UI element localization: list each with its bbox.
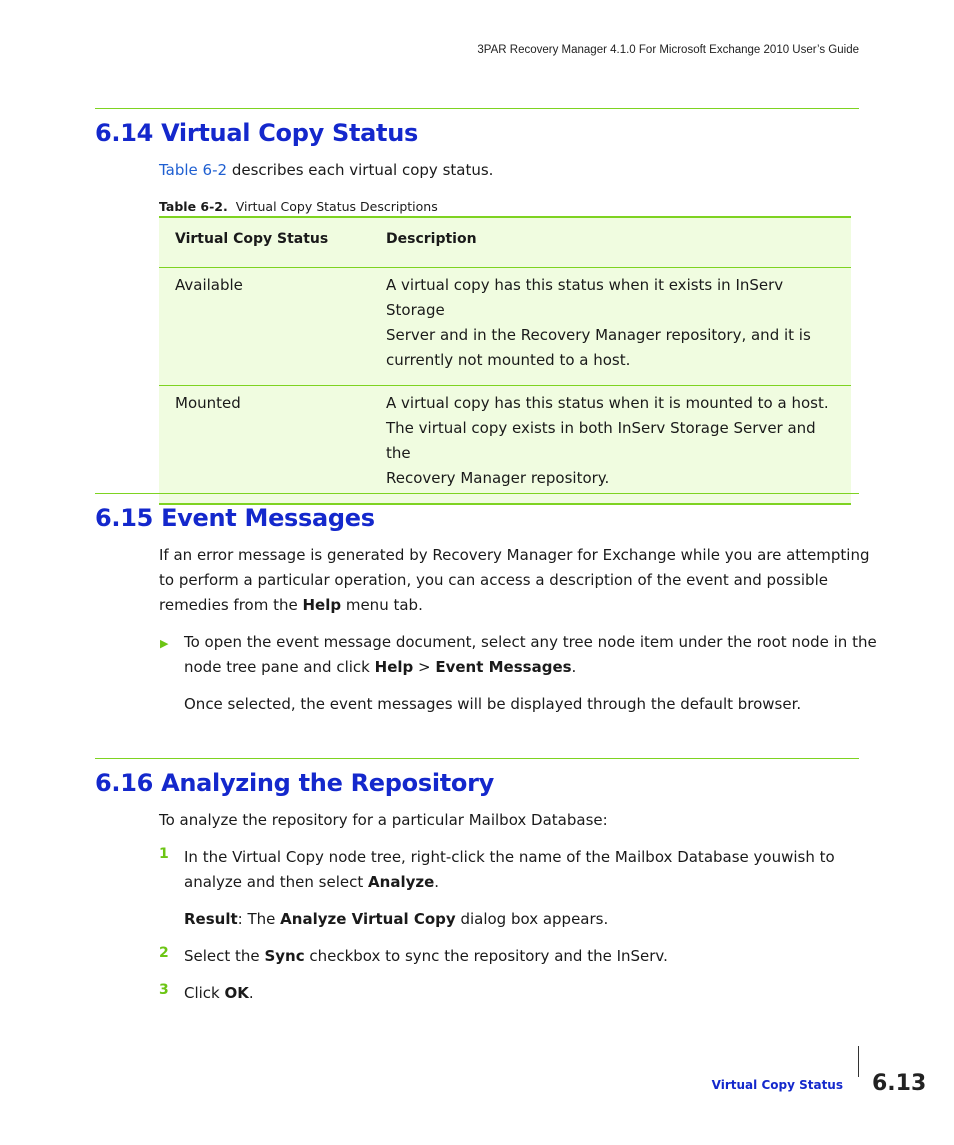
paragraph-line: to perform a particular operation, you can access a description of the event and possible (159, 571, 828, 589)
bullet-note: Once selected, the event messages will be displayed through the default browser. (184, 695, 802, 713)
description-line: Server and in the Recovery Manager repository, and it is (386, 326, 811, 344)
description-cell (370, 386, 851, 505)
status-cell: Available (175, 276, 243, 294)
description-line: A virtual copy has this status when it is mounted to a host. (386, 394, 829, 412)
caption-text: Virtual Copy Status Descriptions (235, 199, 438, 214)
section-intro (159, 158, 493, 183)
step-1 (184, 845, 835, 895)
footer-divider (858, 1046, 859, 1077)
table-caption (159, 199, 438, 214)
description-cell (370, 268, 851, 386)
description-line: Recovery Manager repository. (386, 469, 610, 487)
virtual-copy-status-table (159, 216, 851, 505)
step-line (184, 870, 835, 895)
table-header-row (159, 217, 851, 268)
step-line: In the Virtual Copy node tree, right-click the name of the Mailbox Database youwish to (184, 848, 835, 866)
section-divider (95, 758, 859, 759)
caption-label: Table 6-2. (159, 199, 228, 214)
step-result (184, 907, 608, 932)
intro-text: describes each virtual copy status. (227, 161, 494, 179)
bullet-item (184, 630, 877, 680)
header-status: Virtual Copy Status (175, 231, 329, 247)
bullet-arrow-icon: ▶ (160, 637, 169, 650)
help-menu-ref: Help (374, 658, 414, 676)
description-line: currently not mounted to a host. (386, 351, 631, 369)
page-number: 6.13 (872, 1071, 927, 1096)
section-divider (95, 108, 859, 109)
section-intro: To analyze the repository for a particular Mailbox Database: (159, 811, 608, 829)
table-row (159, 386, 851, 505)
section-title-6-15: 6.15 Event Messages (95, 504, 375, 532)
text: > (413, 658, 436, 676)
step-2 (184, 944, 668, 969)
table-reference-link[interactable]: Table 6-2 (159, 161, 228, 179)
step-number: 3 (159, 982, 169, 998)
text: analyze and then select (184, 873, 369, 891)
text: : The (237, 910, 281, 928)
text: Select the (184, 947, 265, 965)
text: . (571, 658, 577, 676)
text: . (434, 873, 440, 891)
event-messages-paragraph (159, 543, 870, 618)
help-menu-ref: Help (302, 596, 342, 614)
section-title-6-14: 6.14 Virtual Copy Status (95, 119, 418, 147)
text: Click (184, 984, 225, 1002)
text: node tree pane and click (184, 658, 375, 676)
section-title-6-16: 6.16 Analyzing the Repository (95, 769, 494, 797)
result-label: Result (184, 910, 238, 928)
text: . (248, 984, 254, 1002)
bullet-line: To open the event message document, select any tree node item under the root node in the (184, 633, 877, 651)
header-description: Description (386, 231, 477, 247)
analyze-menu-ref: Analyze (368, 873, 435, 891)
description-line: The virtual copy exists in both InServ Storage Server and the (386, 419, 816, 462)
bullet-line (184, 655, 877, 680)
step-3 (184, 981, 254, 1006)
table-row (159, 268, 851, 386)
text: remedies from the (159, 596, 303, 614)
running-header: 3PAR Recovery Manager 4.1.0 For Microsoft Exchange 2010 User’s Guide (477, 44, 859, 56)
paragraph-line (159, 593, 870, 618)
dialog-name-ref: Analyze Virtual Copy (280, 910, 456, 928)
text: menu tab. (341, 596, 423, 614)
footer-section-label: Virtual Copy Status (711, 1078, 843, 1092)
step-number: 1 (159, 846, 169, 862)
section-divider (95, 493, 859, 494)
sync-checkbox-ref: Sync (264, 947, 305, 965)
ok-button-ref: OK (224, 984, 249, 1002)
step-number: 2 (159, 945, 169, 961)
text: checkbox to sync the repository and the InServ. (304, 947, 668, 965)
description-line: A virtual copy has this status when it exists in InServ Storage (386, 276, 784, 319)
text: dialog box appears. (455, 910, 609, 928)
paragraph-line: If an error message is generated by Recovery Manager for Exchange while you are attempting (159, 546, 870, 564)
status-cell: Mounted (175, 394, 241, 412)
event-messages-ref: Event Messages (435, 658, 572, 676)
